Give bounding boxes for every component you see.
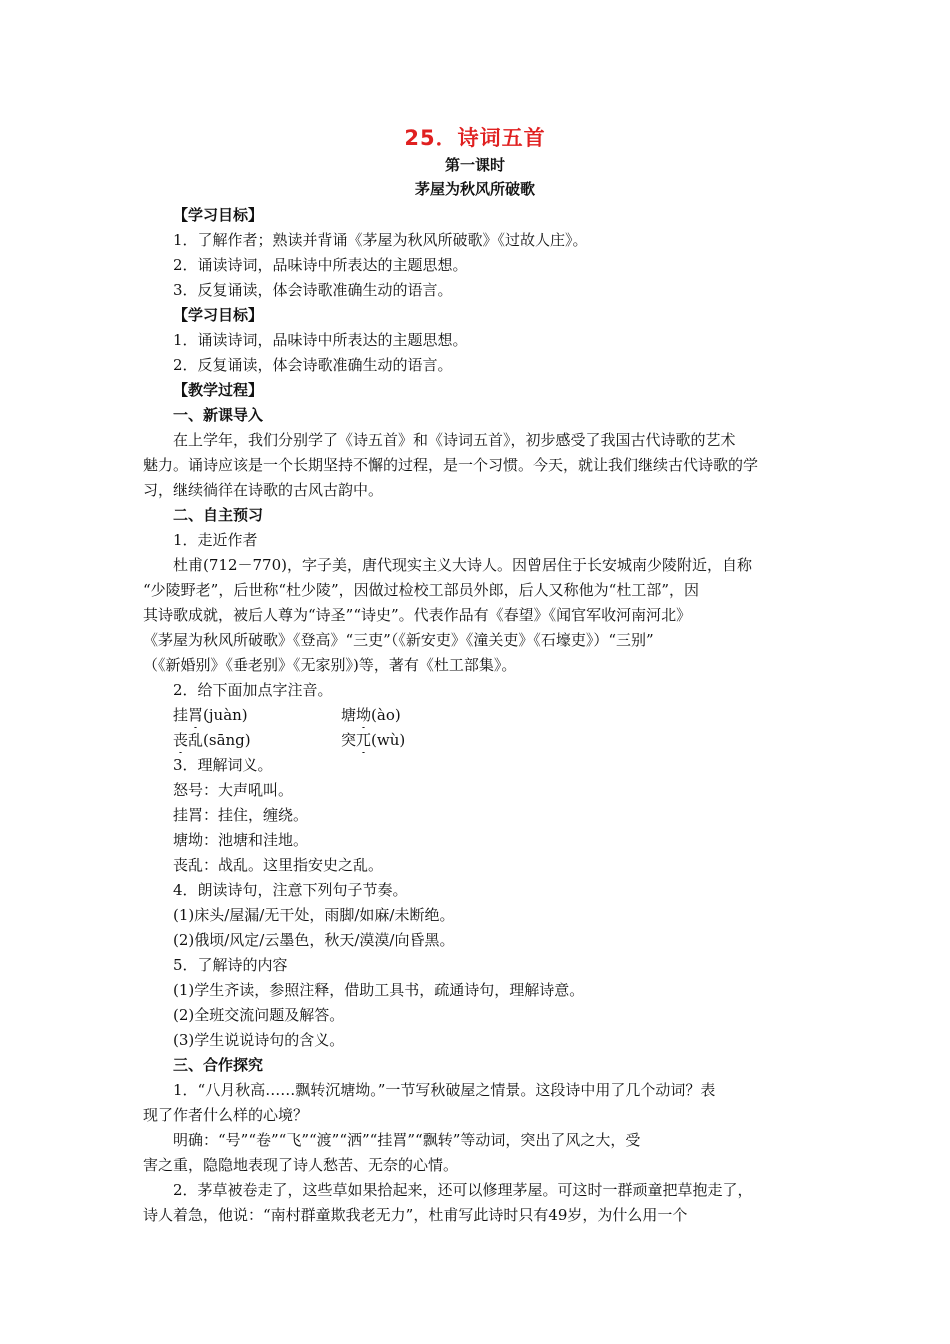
text-line: 5．了解诗的内容	[173, 956, 288, 974]
text-line: 3．反复诵读，体会诗歌准确生动的语言。	[173, 281, 453, 299]
text-line: 1．诵读诗词，品味诗中所表达的主题思想。	[173, 331, 468, 349]
dotted-character: 坳	[356, 703, 371, 728]
text-line: (1)学生齐读，参照注释，借助工具书，疏通诗句，理解诗意。	[173, 981, 585, 999]
pinyin-item	[173, 728, 251, 753]
text-line: 2．诵读诗词，品味诗中所表达的主题思想。	[173, 256, 468, 274]
text-line: “少陵野老”，后世称“杜少陵”，因做过检校工部员外郎，后人又称他为“杜工部”，因	[143, 581, 700, 599]
text-line: 【学习目标】	[173, 206, 264, 224]
pinyin-reading: (wù)	[371, 731, 406, 749]
text-line: 习，继续徜徉在诗歌的古风古韵中。	[143, 481, 384, 499]
text-line: 杜甫(712－770)，字子美，唐代现实主义大诗人。因曾居住于长安城南少陵附近，自称	[173, 556, 752, 574]
text-line: 怒号：大声吼叫。	[173, 781, 294, 799]
dotted-character: 丧	[173, 728, 188, 753]
pinyin-reading: (juàn)	[203, 706, 248, 724]
text-line: 三、合作探究	[173, 1056, 264, 1074]
document-title: 25．诗词五首	[404, 126, 546, 150]
text-line: 现了作者什么样的心境？	[143, 1106, 309, 1124]
text-line: 丧乱：战乱。这里指安史之乱。	[173, 856, 384, 874]
text-line: 害之重，隐隐地表现了诗人愁苦、无奈的心情。	[143, 1156, 459, 1174]
text-line: 【学习目标】	[173, 306, 264, 324]
document-body	[143, 203, 813, 1228]
dotted-character: 罥	[188, 703, 203, 728]
text-line: 1．走近作者	[173, 531, 258, 549]
body-section-1	[143, 203, 813, 703]
text-line: (2)全班交流问题及解答。	[173, 1006, 345, 1024]
pinyin-prefix: 突	[341, 731, 357, 749]
text-line: 《茅屋为秋风所破歌》《登高》“三吏”（《新安吏》《潼关吏》《石壕吏》）“三别”	[143, 631, 654, 649]
pinyin-item	[173, 703, 248, 728]
text-line: 二、自主预习	[173, 506, 264, 524]
text-line: 一、新课导入	[173, 406, 264, 424]
text-line: 4．朗读诗句，注意下列句子节奏。	[173, 881, 408, 899]
text-line: 1．了解作者；熟读并背诵《茅屋为秋风所破歌》《过故人庄》。	[173, 231, 588, 249]
lesson-label: 第一课时	[444, 156, 505, 174]
text-line: 2．给下面加点字注音。	[173, 681, 333, 699]
pinyin-reading: 乱(sāng)	[188, 731, 251, 749]
pinyin-reading: (ào)	[371, 706, 401, 724]
text-line: 2．茅草被卷走了，这些草如果拾起来，还可以修理茅屋。可这时一群顽童把草抱走了，	[173, 1181, 753, 1199]
text-line: (1)床头/屋漏/无干处，雨脚/如麻/未断绝。	[173, 906, 455, 924]
pinyin-table	[143, 703, 813, 753]
text-line: 诗人着急，他说：“南村群童欺我老无力”，杜甫写此诗时只有49岁，为什么用一个	[143, 1206, 688, 1224]
text-line: 2．反复诵读，体会诗歌准确生动的语言。	[173, 356, 453, 374]
pinyin-prefix: 塘	[341, 706, 357, 724]
text-line: (3)学生说说诗句的含义。	[173, 1031, 345, 1049]
text-line: (2)俄顷/风定/云墨色，秋天/漠漠/向昏黑。	[173, 931, 455, 949]
pinyin-row	[143, 728, 813, 753]
pinyin-row	[143, 703, 813, 728]
text-line: 魅力。诵诗应该是一个长期坚持不懈的过程，是一个习惯。今天，就让我们继续古代诗歌的学	[143, 456, 759, 474]
pinyin-item	[341, 703, 401, 728]
dotted-character: 兀	[356, 728, 371, 753]
text-line: 3．理解词义。	[173, 756, 273, 774]
body-section-2	[143, 753, 813, 1228]
text-line: 挂罥：挂住，缠绕。	[173, 806, 309, 824]
text-line: 1．“八月秋高……飘转沉塘坳。”一节写秋破屋之情景。这段诗中用了几个动词？表	[173, 1081, 716, 1099]
text-line: 在上学年，我们分别学了《诗五首》和《诗词五首》，初步感受了我国古代诗歌的艺术	[173, 431, 736, 449]
poem-title: 茅屋为秋风所破歌	[414, 180, 535, 198]
text-line: 明确：“号”“卷”“飞”“渡”“洒”“挂罥”“飘转”等动词，突出了风之大，受	[173, 1131, 641, 1149]
text-line: （《新婚别》《垂老别》《无家别》)等，著有《杜工部集》。	[143, 656, 517, 674]
text-line: 塘坳：池塘和洼地。	[173, 831, 309, 849]
text-line: 其诗歌成就，被后人尊为“诗圣”“诗史”。代表作品有《春望》《闻官军收河南河北》	[143, 606, 692, 624]
pinyin-item	[341, 728, 405, 753]
pinyin-prefix: 挂	[173, 706, 189, 724]
text-line: 【教学过程】	[173, 381, 264, 399]
